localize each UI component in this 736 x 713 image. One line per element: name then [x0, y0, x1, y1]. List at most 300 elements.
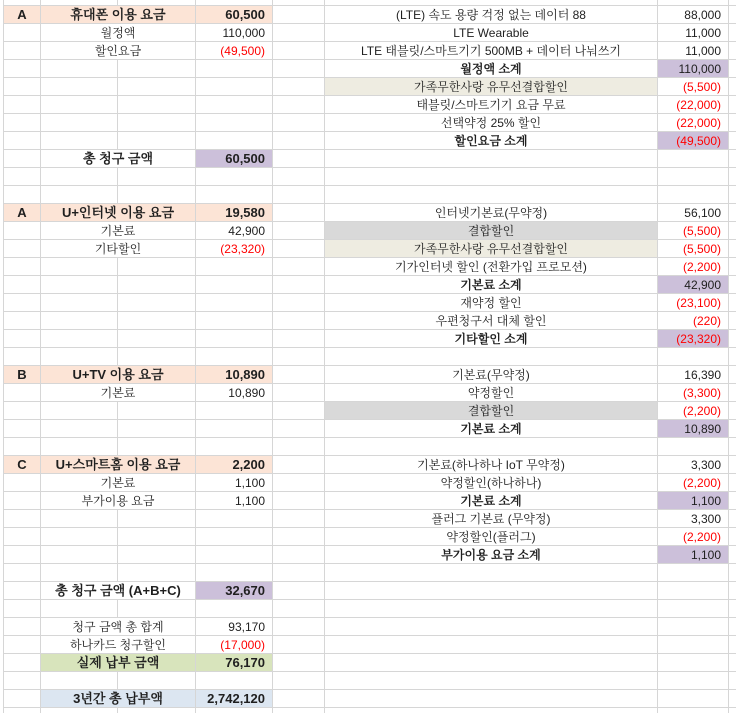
left-value-cell[interactable]: 32,670 [196, 582, 273, 599]
left-label-cell[interactable]: U+TV 이용 요금 [41, 366, 196, 383]
gap-cell [273, 690, 325, 707]
section-letter-cell[interactable] [4, 114, 41, 131]
right-value-cell[interactable] [658, 150, 729, 167]
empty-cell [729, 24, 736, 41]
left-value-cell[interactable] [196, 294, 273, 311]
gap-cell [273, 258, 325, 275]
right-value-cell[interactable] [658, 168, 729, 185]
left-value-cell[interactable]: (17,000) [196, 636, 273, 653]
sheet-row [3, 672, 736, 690]
gutter-row [3, 708, 736, 713]
empty-cell [729, 150, 736, 167]
empty-cell [118, 528, 196, 545]
right-value-cell[interactable]: (3,300) [658, 384, 729, 401]
section-letter-cell[interactable] [4, 132, 41, 149]
section-letter-cell[interactable] [4, 276, 41, 293]
right-value-cell[interactable]: (22,000) [658, 114, 729, 131]
section-letter-cell[interactable] [4, 600, 41, 617]
gap-cell [273, 204, 325, 221]
empty-cell [729, 546, 736, 563]
empty-cell [729, 168, 736, 185]
empty-cell [729, 276, 736, 293]
left-value-cell[interactable] [196, 402, 273, 419]
right-label-cell[interactable]: 가족무한사랑 유무선결합할인 [325, 240, 658, 257]
empty-cell [729, 6, 736, 23]
empty-cell [41, 564, 118, 581]
left-label-cell[interactable]: 하나카드 청구할인 [41, 636, 196, 653]
empty-cell [41, 186, 118, 203]
empty-cell [41, 258, 118, 275]
section-letter-cell[interactable] [4, 150, 41, 167]
section-letter-cell[interactable] [4, 546, 41, 563]
left-value-cell[interactable] [196, 564, 273, 581]
empty-cell [41, 60, 118, 77]
right-value-cell[interactable] [658, 564, 729, 581]
right-value-cell[interactable]: (5,500) [658, 78, 729, 95]
sheet-row [3, 528, 736, 546]
empty-cell [729, 708, 736, 713]
right-value-cell[interactable]: 16,390 [658, 366, 729, 383]
empty-cell [41, 510, 118, 527]
empty-cell [118, 564, 196, 581]
right-value-cell[interactable] [658, 186, 729, 203]
section-letter-cell[interactable] [4, 672, 41, 689]
left-value-cell[interactable]: (23,320) [196, 240, 273, 257]
left-value-cell[interactable]: (49,500) [196, 42, 273, 59]
left-label-cell[interactable]: 할인요금 [41, 42, 196, 59]
left-value-cell[interactable] [196, 258, 273, 275]
right-label-cell[interactable]: 재약정 할인 [325, 294, 658, 311]
sheet-row [3, 312, 736, 330]
right-label-cell[interactable] [325, 690, 658, 707]
right-value-cell[interactable]: (49,500) [658, 132, 729, 149]
left-label-cell[interactable]: 기본료 [41, 384, 196, 401]
left-label-cell[interactable]: 실제 납부 금액 [41, 654, 196, 671]
right-label-cell[interactable]: 선택약정 25% 할인 [325, 114, 658, 131]
empty-cell [118, 276, 196, 293]
empty-cell [273, 0, 325, 5]
right-value-cell[interactable] [658, 636, 729, 653]
empty-cell [729, 672, 736, 689]
left-label-cell[interactable]: 총 청구 금액 [41, 150, 196, 167]
gap-cell [273, 636, 325, 653]
empty-cell [118, 0, 196, 5]
empty-cell [729, 654, 736, 671]
empty-cell [4, 0, 41, 5]
empty-cell [325, 0, 658, 5]
right-label-cell[interactable] [325, 600, 658, 617]
left-label-cell[interactable]: 휴대폰 이용 요금 [41, 6, 196, 23]
empty-cell [41, 276, 118, 293]
gap-cell [273, 78, 325, 95]
section-letter-cell[interactable] [4, 78, 41, 95]
empty-cell [118, 510, 196, 527]
section-letter-cell[interactable] [4, 654, 41, 671]
left-value-cell[interactable] [196, 348, 273, 365]
right-label-cell[interactable]: 기본료 소계 [325, 492, 658, 509]
left-value-cell[interactable]: 1,100 [196, 492, 273, 509]
empty-cell [729, 582, 736, 599]
empty-cell [41, 348, 118, 365]
left-value-cell[interactable]: 76,170 [196, 654, 273, 671]
empty-cell [118, 330, 196, 347]
right-value-cell[interactable]: (23,100) [658, 294, 729, 311]
empty-cell [41, 708, 118, 713]
empty-cell [118, 438, 196, 455]
left-value-cell[interactable] [196, 132, 273, 149]
sheet-row [3, 510, 736, 528]
left-value-cell[interactable] [196, 528, 273, 545]
left-value-cell[interactable]: 110,000 [196, 24, 273, 41]
empty-cell [41, 96, 118, 113]
section-letter-cell[interactable] [4, 186, 41, 203]
right-label-cell[interactable] [325, 672, 658, 689]
section-letter-cell[interactable] [4, 636, 41, 653]
section-letter-cell[interactable] [4, 60, 41, 77]
right-value-cell[interactable] [658, 672, 729, 689]
empty-cell [118, 312, 196, 329]
empty-cell [729, 96, 736, 113]
gap-cell [273, 114, 325, 131]
left-label-cell[interactable]: 부가이용 요금 [41, 492, 196, 509]
section-header-row [3, 204, 736, 222]
left-value-cell[interactable]: 60,500 [196, 6, 273, 23]
section-letter-cell[interactable] [4, 438, 41, 455]
right-label-cell[interactable]: (LTE) 속도 용량 걱정 없는 데이터 88 [325, 6, 658, 23]
empty-cell [41, 0, 118, 5]
sheet-row [3, 186, 736, 204]
empty-cell [729, 564, 736, 581]
left-value-cell[interactable] [196, 546, 273, 563]
sheet-row [3, 60, 736, 78]
right-label-cell[interactable]: 약정할인(플러그) [325, 528, 658, 545]
gap-cell [273, 402, 325, 419]
right-value-cell[interactable]: 110,000 [658, 60, 729, 77]
empty-cell [118, 348, 196, 365]
sheet-row [3, 132, 736, 150]
left-value-cell[interactable]: 19,580 [196, 204, 273, 221]
sheet-row [3, 618, 736, 636]
right-value-cell[interactable]: (2,200) [658, 528, 729, 545]
right-value-cell[interactable]: (23,320) [658, 330, 729, 347]
right-value-cell[interactable] [658, 582, 729, 599]
empty-cell [729, 690, 736, 707]
sheet-row [3, 690, 736, 708]
empty-cell [729, 132, 736, 149]
right-label-cell[interactable]: 우편청구서 대체 할인 [325, 312, 658, 329]
section-letter-cell[interactable] [4, 510, 41, 527]
gap-cell [273, 384, 325, 401]
empty-cell [118, 708, 196, 713]
left-value-cell[interactable] [196, 672, 273, 689]
sheet-row [3, 474, 736, 492]
gap-cell [273, 492, 325, 509]
empty-cell [729, 0, 736, 5]
section-letter-cell[interactable] [4, 402, 41, 419]
empty-cell [118, 546, 196, 563]
right-label-cell[interactable]: 기타할인 소계 [325, 330, 658, 347]
right-label-cell[interactable]: 약정할인 [325, 384, 658, 401]
right-label-cell[interactable]: 약정할인(하나하나) [325, 474, 658, 491]
right-value-cell[interactable]: 42,900 [658, 276, 729, 293]
right-label-cell[interactable] [325, 168, 658, 185]
empty-cell [118, 420, 196, 437]
empty-cell [325, 708, 658, 713]
empty-cell [41, 294, 118, 311]
right-value-cell[interactable]: 3,300 [658, 510, 729, 527]
left-value-cell[interactable] [196, 168, 273, 185]
left-value-cell[interactable]: 2,742,120 [196, 690, 273, 707]
empty-cell [729, 438, 736, 455]
right-label-cell[interactable] [325, 564, 658, 581]
sheet-row [3, 600, 736, 618]
empty-cell [729, 366, 736, 383]
gap-cell [273, 456, 325, 473]
right-value-cell[interactable]: (2,200) [658, 474, 729, 491]
section-letter-cell[interactable] [4, 222, 41, 239]
empty-cell [729, 78, 736, 95]
right-value-cell[interactable]: 1,100 [658, 546, 729, 563]
gap-cell [273, 672, 325, 689]
empty-cell [41, 672, 118, 689]
section-header-row [3, 456, 736, 474]
right-label-cell[interactable] [325, 348, 658, 365]
right-label-cell[interactable]: 결합할인 [325, 402, 658, 419]
left-value-cell[interactable]: 10,890 [196, 384, 273, 401]
gap-cell [273, 600, 325, 617]
right-label-cell[interactable]: 월정액 소계 [325, 60, 658, 77]
sheet-row [3, 168, 736, 186]
empty-cell [118, 258, 196, 275]
empty-cell [658, 0, 729, 5]
right-value-cell[interactable]: (22,000) [658, 96, 729, 113]
section-letter-cell[interactable] [4, 384, 41, 401]
right-value-cell[interactable]: (2,200) [658, 402, 729, 419]
right-label-cell[interactable] [325, 582, 658, 599]
section-letter-cell[interactable] [4, 168, 41, 185]
left-value-cell[interactable] [196, 510, 273, 527]
empty-cell [729, 186, 736, 203]
right-label-cell[interactable] [325, 618, 658, 635]
empty-cell [41, 600, 118, 617]
left-label-cell[interactable]: 기본료 [41, 222, 196, 239]
gap-cell [273, 330, 325, 347]
left-label-cell[interactable]: 청구 금액 총 합계 [41, 618, 196, 635]
sheet-row [3, 96, 736, 114]
section-letter-cell[interactable] [4, 618, 41, 635]
gap-cell [273, 150, 325, 167]
right-label-cell[interactable]: 기본료 소계 [325, 276, 658, 293]
gap-cell [273, 438, 325, 455]
right-value-cell[interactable]: 1,100 [658, 492, 729, 509]
empty-cell [729, 618, 736, 635]
section-letter-cell[interactable] [4, 240, 41, 257]
sheet-row [3, 276, 736, 294]
empty-cell [729, 636, 736, 653]
right-value-cell[interactable]: (5,500) [658, 240, 729, 257]
gap-cell [273, 528, 325, 545]
section-letter-cell[interactable] [4, 294, 41, 311]
left-value-cell[interactable] [196, 312, 273, 329]
right-label-cell[interactable]: 태블릿/스마트기기 요금 무료 [325, 96, 658, 113]
right-label-cell[interactable]: 인터넷기본료(무약정) [325, 204, 658, 221]
gap-cell [273, 6, 325, 23]
left-value-cell[interactable] [196, 600, 273, 617]
section-letter-cell[interactable]: A [4, 6, 41, 23]
empty-cell [729, 492, 736, 509]
section-letter-cell[interactable] [4, 330, 41, 347]
right-value-cell[interactable]: 11,000 [658, 24, 729, 41]
sheet-row [3, 438, 736, 456]
right-label-cell[interactable]: 플러그 기본료 (무약정) [325, 510, 658, 527]
gap-cell [273, 132, 325, 149]
right-label-cell[interactable]: 가족무한사랑 유무선결합할인 [325, 78, 658, 95]
left-value-cell[interactable]: 93,170 [196, 618, 273, 635]
empty-cell [729, 474, 736, 491]
left-value-cell[interactable]: 60,500 [196, 150, 273, 167]
empty-cell [729, 420, 736, 437]
right-label-cell[interactable]: 부가이용 요금 소계 [325, 546, 658, 563]
left-label-cell[interactable]: 월정액 [41, 24, 196, 41]
left-value-cell[interactable] [196, 96, 273, 113]
right-value-cell[interactable] [658, 690, 729, 707]
empty-cell [41, 420, 118, 437]
sheet-row [3, 150, 736, 168]
empty-cell [118, 60, 196, 77]
left-label-cell[interactable]: U+스마트홈 이용 요금 [41, 456, 196, 473]
right-label-cell[interactable] [325, 438, 658, 455]
section-letter-cell[interactable]: B [4, 366, 41, 383]
left-value-cell[interactable] [196, 438, 273, 455]
gap-cell [273, 564, 325, 581]
left-value-cell[interactable] [196, 420, 273, 437]
right-value-cell[interactable]: 88,000 [658, 6, 729, 23]
right-label-cell[interactable] [325, 654, 658, 671]
empty-cell [41, 78, 118, 95]
left-label-cell[interactable]: 기본료 [41, 474, 196, 491]
empty-cell [273, 708, 325, 713]
left-value-cell[interactable] [196, 78, 273, 95]
left-value-cell[interactable] [196, 114, 273, 131]
right-value-cell[interactable] [658, 654, 729, 671]
right-label-cell[interactable]: 할인요금 소계 [325, 132, 658, 149]
sheet-row [3, 402, 736, 420]
right-label-cell[interactable] [325, 636, 658, 653]
left-label-cell[interactable]: U+인터넷 이용 요금 [41, 204, 196, 221]
empty-cell [729, 330, 736, 347]
sheet-row [3, 492, 736, 510]
gap-cell [273, 186, 325, 203]
section-letter-cell[interactable]: A [4, 204, 41, 221]
section-letter-cell[interactable] [4, 348, 41, 365]
empty-cell [118, 294, 196, 311]
right-label-cell[interactable] [325, 186, 658, 203]
section-letter-cell[interactable] [4, 312, 41, 329]
right-value-cell[interactable]: (5,500) [658, 222, 729, 239]
empty-cell [729, 204, 736, 221]
gap-cell [273, 42, 325, 59]
left-value-cell[interactable]: 42,900 [196, 222, 273, 239]
empty-cell [196, 0, 273, 5]
left-value-cell[interactable] [196, 330, 273, 347]
right-value-cell[interactable] [658, 618, 729, 635]
left-label-cell[interactable]: 기타할인 [41, 240, 196, 257]
right-label-cell[interactable]: 기본료(무약정) [325, 366, 658, 383]
empty-cell [729, 510, 736, 527]
section-letter-cell[interactable] [4, 564, 41, 581]
sheet-row [3, 330, 736, 348]
section-letter-cell[interactable] [4, 528, 41, 545]
right-label-cell[interactable]: 기본료 소계 [325, 420, 658, 437]
empty-cell [41, 168, 118, 185]
left-value-cell[interactable]: 1,100 [196, 474, 273, 491]
left-value-cell[interactable]: 2,200 [196, 456, 273, 473]
empty-cell [118, 186, 196, 203]
empty-cell [41, 402, 118, 419]
left-value-cell[interactable]: 10,890 [196, 366, 273, 383]
empty-cell [118, 168, 196, 185]
right-value-cell[interactable]: (2,200) [658, 258, 729, 275]
section-letter-cell[interactable]: C [4, 456, 41, 473]
sheet-row [3, 222, 736, 240]
empty-cell [658, 708, 729, 713]
right-value-cell[interactable]: 11,000 [658, 42, 729, 59]
section-letter-cell[interactable] [4, 474, 41, 491]
right-label-cell[interactable]: 기가인터넷 할인 (전환가입 프로모션) [325, 258, 658, 275]
section-letter-cell[interactable] [4, 492, 41, 509]
right-value-cell[interactable] [658, 600, 729, 617]
right-label-cell[interactable]: 기본료(하나하나 IoT 무약정) [325, 456, 658, 473]
right-value-cell[interactable]: 3,300 [658, 456, 729, 473]
gap-cell [273, 474, 325, 491]
section-letter-cell[interactable] [4, 420, 41, 437]
empty-cell [729, 456, 736, 473]
right-label-cell[interactable]: LTE Wearable [325, 24, 658, 41]
section-letter-cell[interactable] [4, 42, 41, 59]
right-value-cell[interactable]: 10,890 [658, 420, 729, 437]
section-letter-cell[interactable] [4, 96, 41, 113]
right-label-cell[interactable] [325, 150, 658, 167]
sheet-row [3, 636, 736, 654]
left-value-cell[interactable] [196, 186, 273, 203]
section-letter-cell[interactable] [4, 582, 41, 599]
empty-cell [118, 672, 196, 689]
right-value-cell[interactable]: (220) [658, 312, 729, 329]
right-value-cell[interactable]: 56,100 [658, 204, 729, 221]
right-value-cell[interactable] [658, 348, 729, 365]
section-letter-cell[interactable] [4, 258, 41, 275]
section-letter-cell[interactable] [4, 690, 41, 707]
empty-cell [118, 78, 196, 95]
right-label-cell[interactable]: 결합할인 [325, 222, 658, 239]
empty-cell [41, 528, 118, 545]
gap-cell [273, 510, 325, 527]
empty-cell [729, 348, 736, 365]
right-label-cell[interactable]: LTE 태블릿/스마트기기 500MB + 데이터 나눠쓰기 [325, 42, 658, 59]
sheet-row [3, 240, 736, 258]
left-value-cell[interactable] [196, 276, 273, 293]
sheet-row [3, 78, 736, 96]
empty-cell [118, 132, 196, 149]
gap-cell [273, 96, 325, 113]
right-value-cell[interactable] [658, 438, 729, 455]
left-label-cell[interactable]: 총 청구 금액 (A+B+C) [41, 582, 196, 599]
gap-cell [273, 420, 325, 437]
left-value-cell[interactable] [196, 60, 273, 77]
gap-cell [273, 222, 325, 239]
section-letter-cell[interactable] [4, 24, 41, 41]
left-label-cell[interactable]: 3년간 총 납부액 [41, 690, 196, 707]
